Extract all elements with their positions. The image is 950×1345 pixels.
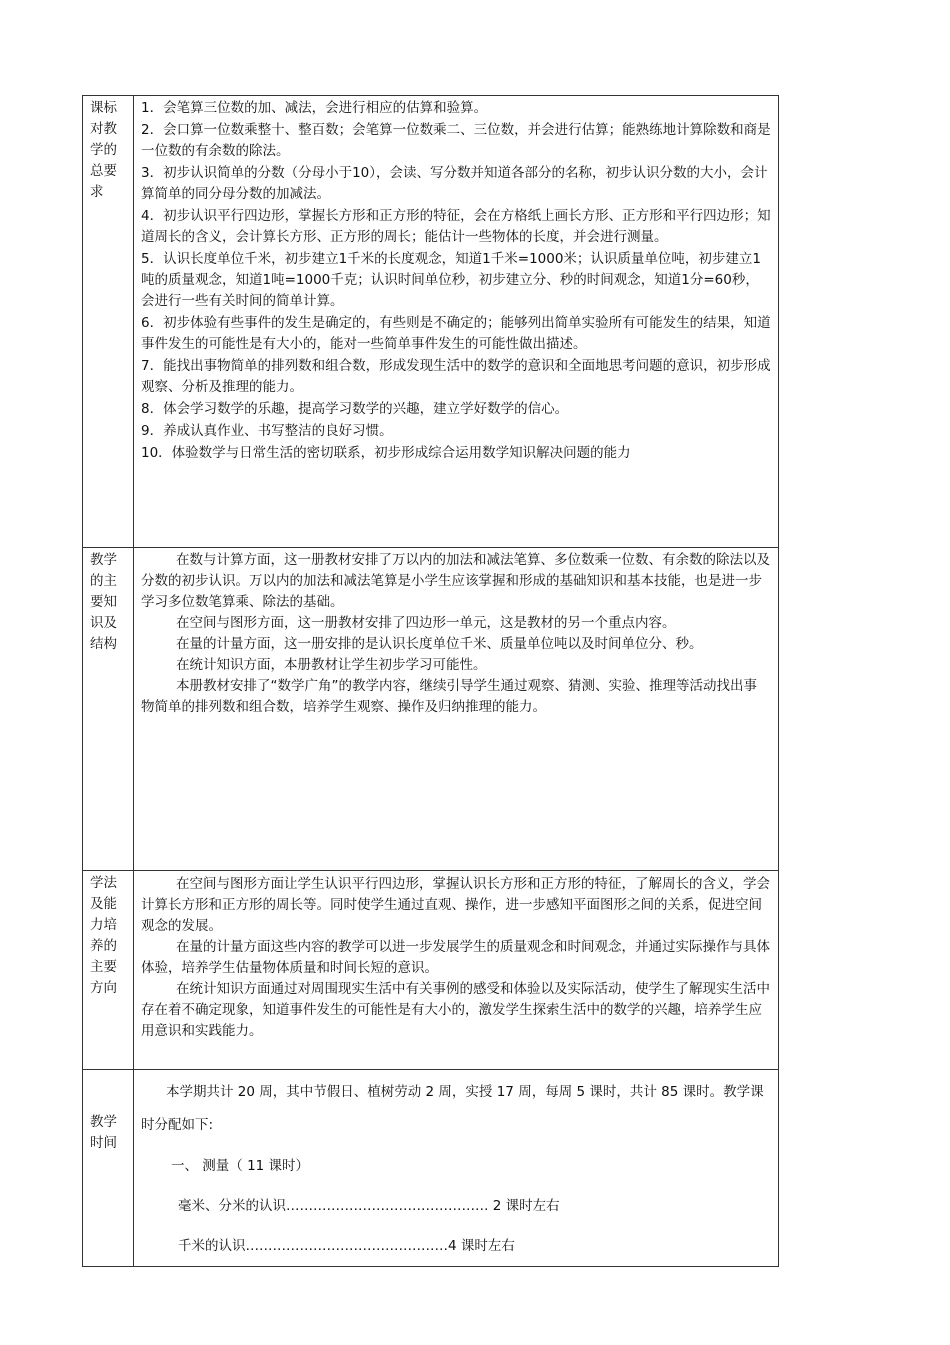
methods-paragraph-2: 在量的计量方面这些内容的教学可以进一步发展学生的质量观念和时间观念，并通过实际操作与具体体验，培养学生估量物体质量和时间长短的意识。 bbox=[141, 939, 770, 976]
methods-label: 学法及能力培养的主要方向 bbox=[90, 875, 117, 996]
standard-item-1: 1．会笔算三位数的加、减法，会进行相应的估算和验算。 bbox=[141, 100, 488, 116]
standards-content bbox=[134, 96, 779, 548]
knowledge-paragraph-2: 在空间与图形方面，这一册教材安排了四边形一单元，这是教材的另一个重点内容。 bbox=[176, 615, 676, 631]
schedule-intro: 本学期共计 20 周，其中节假日、植树劳动 2 周，实授 17 周，每周 5 课时，共计 85 课时。教学课时分配如下: bbox=[141, 1084, 764, 1133]
label-cell-knowledge bbox=[83, 548, 134, 871]
standards-label: 课标对教学的总要求 bbox=[90, 100, 117, 200]
row-standards bbox=[83, 96, 779, 548]
standard-item-9: 9．养成认真作业、书写整洁的良好习惯。 bbox=[141, 423, 393, 439]
methods-paragraph-3: 在统计知识方面通过对周围现实生活中有关事例的感受和体验以及实际活动，使学生了解现实生活中存在着不确定现象，知道事件发生的可能性是有大小的，激发学生探索生活中的数学的兴趣，培养学生应用意识和实践能力。 bbox=[141, 981, 770, 1039]
knowledge-paragraph-4: 在统计知识方面，本册教材让学生初步学习可能性。 bbox=[176, 657, 487, 673]
schedule-label: 教学时间 bbox=[90, 1114, 117, 1151]
knowledge-label: 教学的主要知识及结构 bbox=[90, 552, 117, 652]
standard-item-5: 5．认识长度单位千米，初步建立1千米的长度观念，知道1千米=1000米；认识质量单位吨，初步建立1吨的质量观念，知道1吨=1000千克；认识时间单位秒，初步建立分、秒的时间观念，知道1分=60秒，会进行一些有关时间的简单计算。 bbox=[141, 251, 762, 309]
schedule-entry-1: 毫米、分米的认识……………………………………… 2 课时左右 bbox=[178, 1198, 560, 1214]
knowledge-paragraph-3: 在量的计量方面，这一册安排的是认识长度单位千米、质量单位吨以及时间单位分、秒。 bbox=[176, 636, 703, 652]
row-schedule bbox=[83, 1070, 779, 1267]
standard-item-3: 3．初步认识简单的分数（分母小于10），会读、写分数并知道各部分的名称，初步认识分数的大小，会计算简单的同分母分数的加减法。 bbox=[141, 165, 768, 202]
standard-item-10: 10．体验数学与日常生活的密切联系，初步形成综合运用数学知识解决问题的能力 bbox=[141, 445, 631, 461]
knowledge-paragraph-1: 在数与计算方面，这一册教材安排了万以内的加法和减法笔算、多位数乘一位数、有余数的除法以及分数的初步认识。万以内的加法和减法笔算是小学生应该掌握和形成的基础知识和基本技能，也是进一步学习多位数笔算乘、除法的基础。 bbox=[141, 552, 770, 610]
schedule-unit-title: 一、 测量（ 11 课时） bbox=[171, 1158, 310, 1174]
label-cell-standards bbox=[83, 96, 134, 548]
row-knowledge bbox=[83, 548, 779, 871]
methods-paragraph-1: 在空间与图形方面让学生认识平行四边形，掌握认识长方形和正方形的特征，了解周长的含义，学会计算长方形和正方形的周长等。同时使学生通过直观、操作，进一步感知平面图形之间的关系，促进空间观念的发展。 bbox=[141, 876, 770, 934]
schedule-content bbox=[134, 1070, 779, 1267]
label-cell-methods bbox=[83, 871, 134, 1070]
standard-item-4: 4．初步认识平行四边形，掌握长方形和正方形的特征，会在方格纸上画长方形、正方形和平行四边形；知道周长的含义，会计算长方形、正方形的周长；能估计一些物体的长度，并会进行测量。 bbox=[141, 208, 771, 245]
knowledge-content bbox=[134, 548, 779, 871]
schedule-entry-2: 千米的认识………………………………………4 课时左右 bbox=[178, 1238, 515, 1254]
standard-item-8: 8．体会学习数学的乐趣，提高学习数学的兴趣，建立学好数学的信心。 bbox=[141, 401, 569, 417]
row-methods bbox=[83, 871, 779, 1070]
methods-content bbox=[134, 871, 779, 1070]
label-cell-schedule bbox=[83, 1070, 134, 1267]
standard-item-7: 7．能找出事物简单的排列数和组合数，形成发现生活中的数学的意识和全面地思考问题的意识，初步形成观察、分析及推理的能力。 bbox=[141, 358, 771, 395]
standard-item-2: 2．会口算一位数乘整十、整百数；会笔算一位数乘二、三位数，并会进行估算；能熟练地计算除数和商是一位数的有余数的除法。 bbox=[141, 122, 771, 159]
knowledge-paragraph-5: 本册教材安排了“数学广角”的教学内容，继续引导学生通过观察、猜测、实验、推理等活动找出事物简单的排列数和组合数，培养学生观察、操作及归纳推理的能力。 bbox=[141, 678, 757, 715]
lesson-plan-table bbox=[82, 95, 779, 1267]
standard-item-6: 6．初步体验有些事件的发生是确定的，有些则是不确定的；能够列出简单实验所有可能发生的结果，知道事件发生的可能性是有大小的，能对一些简单事件发生的可能性做出描述。 bbox=[141, 315, 771, 352]
